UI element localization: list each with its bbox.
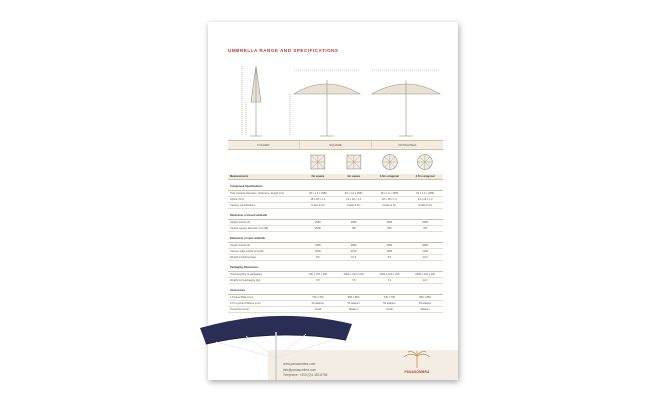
table-row-label: 2.0 In-ground Sleeve (mm) xyxy=(228,301,300,307)
table-cell xyxy=(372,264,408,272)
table-cell: 9.5 xyxy=(300,278,336,284)
model-square-label: SQUARE xyxy=(299,141,371,149)
table-cell: 2000 x 220 x 220 xyxy=(336,272,372,278)
table-cell: 750 xyxy=(336,226,372,232)
table-cell: 55 adaptor xyxy=(407,301,443,307)
table-cell xyxy=(372,235,408,243)
table-cell: 2580 xyxy=(300,220,336,226)
table-cell: 860 x 860 xyxy=(407,295,443,301)
table-section-row xyxy=(228,183,443,191)
table-row-label: Spoke (mm) xyxy=(228,197,300,203)
table-cell: 2580 xyxy=(407,243,443,249)
umbrella-product-photo xyxy=(196,298,356,380)
specification-table xyxy=(228,174,443,313)
table-cell xyxy=(336,183,372,191)
table-cell: Grade & Fix xyxy=(372,203,408,209)
table-cell xyxy=(407,183,443,191)
document-title: UMBRELLA RANGE AND SPECIFICATIONS xyxy=(228,48,339,53)
table-cell: Medium xyxy=(336,307,372,313)
table-cell: Grade & Fix xyxy=(300,203,336,209)
contact-website: www.panasombra.com xyxy=(283,362,316,366)
table-cell: 2580 xyxy=(407,220,443,226)
table-cell: 48 x 1.6 x 2580 xyxy=(300,191,336,197)
parasol-logo-icon xyxy=(400,350,434,370)
table-cell xyxy=(300,212,336,220)
table-cell: 2130 xyxy=(407,249,443,255)
octagonal-umbrella-drawing xyxy=(372,70,440,136)
table-cell: 50 adaptor xyxy=(372,301,408,307)
model-octagonal-label: OCTAGONAL xyxy=(371,141,443,149)
contact-email: info@panasombra.com xyxy=(283,367,317,372)
table-cell: Grade & Fix xyxy=(407,203,443,209)
table-cell: 7.8 xyxy=(336,278,372,284)
table-cell: 3m square xyxy=(300,174,336,180)
table-cell xyxy=(336,287,372,295)
table-cell: 8.0 xyxy=(372,255,408,261)
table-cell: 2580 xyxy=(336,220,372,226)
brand-logo xyxy=(400,350,434,376)
logo-text: PANASOMBRA xyxy=(404,370,430,374)
table-cell: 60 x 1.6 x 2580 xyxy=(407,191,443,197)
table-row-label: Height overall (A) xyxy=(228,220,300,226)
square-canopy-icon xyxy=(300,152,336,172)
table-row-label: Dimension of open umbrella xyxy=(228,235,300,243)
table-cell xyxy=(300,287,336,295)
table-cell xyxy=(407,212,443,220)
table-cell xyxy=(300,264,336,272)
table-cell: 2000 x 220 x 220 xyxy=(407,272,443,278)
table-row-label: Total length(s) of packaging xyxy=(228,272,300,278)
specification-table-wrapper xyxy=(228,174,443,313)
table-cell: 55 adaptor xyxy=(336,301,372,307)
table-cell: 7.1 xyxy=(372,278,408,284)
table-row-label: Weight excluding base xyxy=(228,255,300,261)
table-row-label: Canopy specifications xyxy=(228,203,300,209)
table-cell xyxy=(336,235,372,243)
contact-phone: Telephone: +353 (0)1 453 8765 xyxy=(283,373,328,378)
table-cell: 10.0 xyxy=(407,255,443,261)
table-cell: 750 xyxy=(407,226,443,232)
square-umbrella-drawing xyxy=(290,70,360,136)
folder-umbrella-drawing xyxy=(242,66,262,136)
table-row-label: Packaging Dimensions xyxy=(228,264,300,272)
table-cell: 2500 xyxy=(300,226,336,232)
table-row-label: Protective Cover xyxy=(228,307,300,313)
table-cell xyxy=(336,212,372,220)
table-cell: 3.5m octagonal xyxy=(372,174,408,180)
table-cell: 48 x 1.6 x 2580 xyxy=(372,191,408,197)
table-cell xyxy=(372,287,408,295)
table-cell: 700 x 700 xyxy=(372,295,408,301)
model-header-row xyxy=(228,140,443,150)
table-cell: 2050 xyxy=(300,249,336,255)
table-cell: 24 x 18 x 1.2 xyxy=(407,197,443,203)
table-row-label: Closed canopy diameter (mm)(B) xyxy=(228,226,300,232)
table-cell: Small xyxy=(372,307,408,313)
table-cell: 700 x 700 xyxy=(300,295,336,301)
table-cell xyxy=(336,264,372,272)
table-cell: 4.7m octagonal xyxy=(407,174,443,180)
table-cell: 24 x 18 x 1.2 xyxy=(336,197,372,203)
table-row-label: Component Specifications xyxy=(228,183,300,191)
table-section-row xyxy=(228,235,443,243)
table-cell: 2130 xyxy=(336,249,372,255)
canopy-shape-row xyxy=(300,152,443,172)
square-canopy-icon xyxy=(336,152,372,172)
table-cell xyxy=(407,264,443,272)
table-cell: 18 x 18 x 1.2 xyxy=(300,197,336,203)
table-cell: 1900 x 220 x 220 xyxy=(372,272,408,278)
table-cell: 10.5 xyxy=(336,255,372,261)
table-row-label: Height overall (A) xyxy=(228,243,300,249)
table-cell xyxy=(407,287,443,295)
table-cell: Small xyxy=(300,307,336,313)
table-cell: 2050 xyxy=(372,249,408,255)
table-section-row xyxy=(228,212,443,220)
table-cell: 12.0 xyxy=(407,278,443,284)
table-cell: 60 x 1.6 x 2580 xyxy=(336,191,372,197)
table-cell: 50 adaptor xyxy=(300,301,336,307)
table-row-label: Weight incl packaging (kg) xyxy=(228,278,300,284)
table-cell: 860 x 860 xyxy=(336,295,372,301)
table-cell xyxy=(300,235,336,243)
table-cell xyxy=(372,212,408,220)
table-cell: 2580 xyxy=(372,220,408,226)
table-cell: 2580 xyxy=(300,243,336,249)
octagonal-canopy-icon xyxy=(407,152,443,172)
table-cell: 4m square xyxy=(336,174,372,180)
table-row-label: Accessories xyxy=(228,287,300,295)
table-cell: 8.5 xyxy=(300,255,336,261)
table-section-row xyxy=(228,287,443,295)
table-cell xyxy=(407,235,443,243)
table-row-label: Pole (outside diameter / thickness / length mm) xyxy=(228,191,300,197)
table-cell xyxy=(372,183,408,191)
table-section-row xyxy=(228,264,443,272)
table-cell xyxy=(300,183,336,191)
table-cell: 2580 xyxy=(372,243,408,249)
umbrella-illustrations xyxy=(228,62,443,138)
table-cell: 550 xyxy=(372,226,408,232)
table-row-label: Measurements xyxy=(228,174,300,180)
model-folder-label: FOLDER xyxy=(257,143,270,147)
table-cell: 18 x 18 x 1.2 xyxy=(372,197,408,203)
table-cell: Grade & Fix xyxy=(336,203,372,209)
table-cell: Medium xyxy=(407,307,443,313)
octagonal-canopy-icon xyxy=(372,152,408,172)
table-row-label: 1.5 base Plate (mm) xyxy=(228,295,300,301)
table-row-label: Dimension of closed umbrella xyxy=(228,212,300,220)
table-cell: 2580 xyxy=(336,243,372,249)
table-cell: 160 x 170 x 160 xyxy=(300,272,336,278)
table-row-label: Canopy edge height (mm)(B) xyxy=(228,249,300,255)
